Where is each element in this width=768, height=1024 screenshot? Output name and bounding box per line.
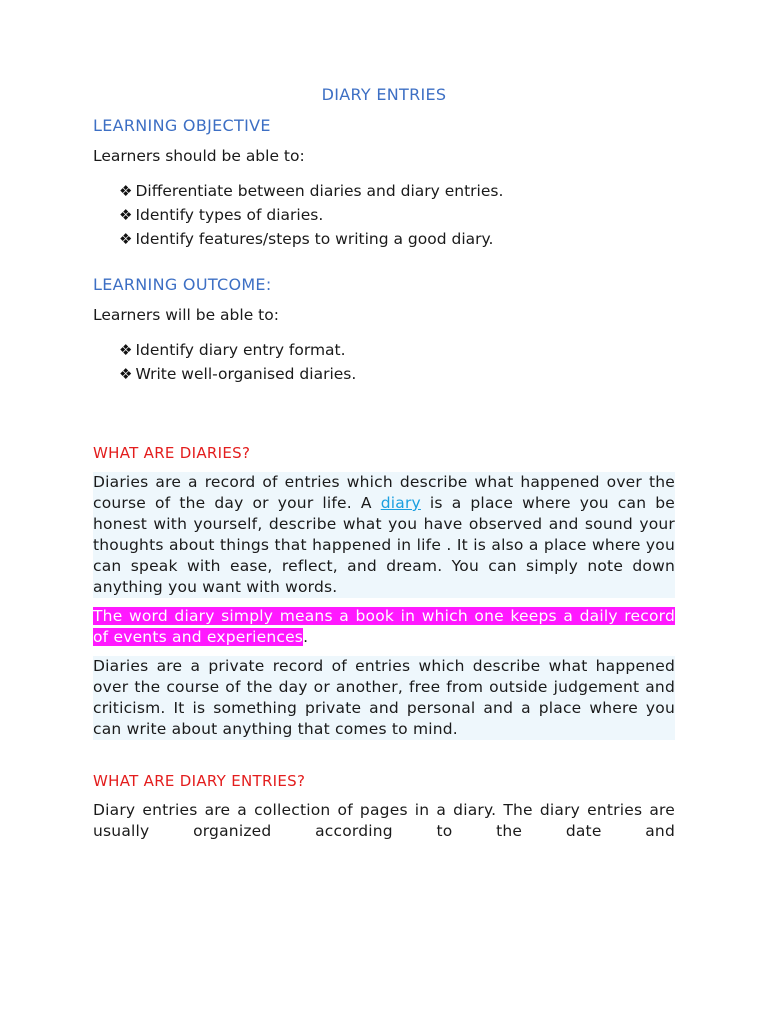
private-record-paragraph: Diaries are a private record of entries which describe what happened over the course of the day or another, free from outside judgement and criticism. It is something private and personal and a place where you can write about anything that comes to mind.: [93, 657, 675, 738]
diamond-bullet-icon: ❖: [119, 230, 133, 248]
learning-objective-intro: Learners should be able to:: [93, 147, 305, 165]
what-are-diaries-paragraph: [93, 472, 675, 598]
document-title: DIARY ENTRIES: [321, 85, 447, 104]
list-item-text: Write well-organised diaries.: [135, 365, 357, 383]
document-page: [93, 84, 675, 850]
what-are-diary-entries-heading: WHAT ARE DIARY ENTRIES?: [93, 772, 306, 790]
learning-outcome-intro: Learners will be able to:: [93, 306, 279, 324]
list-item-text: Identify types of diaries.: [135, 206, 324, 224]
highlight-text: The word diary simply means a book in which one keeps a daily record of events and experiences: [93, 607, 675, 646]
list-item-text: Identify features/steps to writing a good diary.: [135, 230, 494, 248]
list-item: [119, 362, 675, 386]
diamond-bullet-icon: ❖: [119, 206, 133, 224]
highlight-end: .: [303, 628, 309, 646]
list-item-text: Differentiate between diaries and diary entries.: [135, 182, 504, 200]
paragraph-text: Diaries are a record of entries which describe what happened over the course of the day or your life. A: [93, 473, 675, 512]
highlighted-definition: [93, 606, 675, 648]
diamond-bullet-icon: ❖: [119, 365, 133, 383]
diamond-bullet-icon: ❖: [119, 341, 133, 359]
diary-link[interactable]: diary: [380, 494, 421, 512]
learning-objective-list: [119, 179, 675, 251]
what-are-diaries-heading: WHAT ARE DIARIES?: [93, 444, 251, 462]
learning-outcome-list: [119, 338, 675, 386]
diamond-bullet-icon: ❖: [119, 182, 133, 200]
list-item: [119, 179, 675, 203]
list-item: [119, 338, 675, 362]
list-item: [119, 203, 675, 227]
paragraph-text: is a place where you can be honest with yourself, describe what you have observed and sound your thoughts about things that happened in life . It is also a place where you can speak with ease, reflect, and dream. You can simply note down anything you want with words.: [93, 494, 675, 596]
diary-entries-paragraph: Diary entries are a collection of pages in a diary. The diary entries are usually organized according to the date and: [93, 801, 675, 840]
learning-outcome-heading: LEARNING OUTCOME:: [93, 275, 272, 294]
list-item-text: Identify diary entry format.: [135, 341, 346, 359]
list-item: [119, 227, 675, 251]
learning-objective-heading: LEARNING OBJECTIVE: [93, 116, 271, 135]
